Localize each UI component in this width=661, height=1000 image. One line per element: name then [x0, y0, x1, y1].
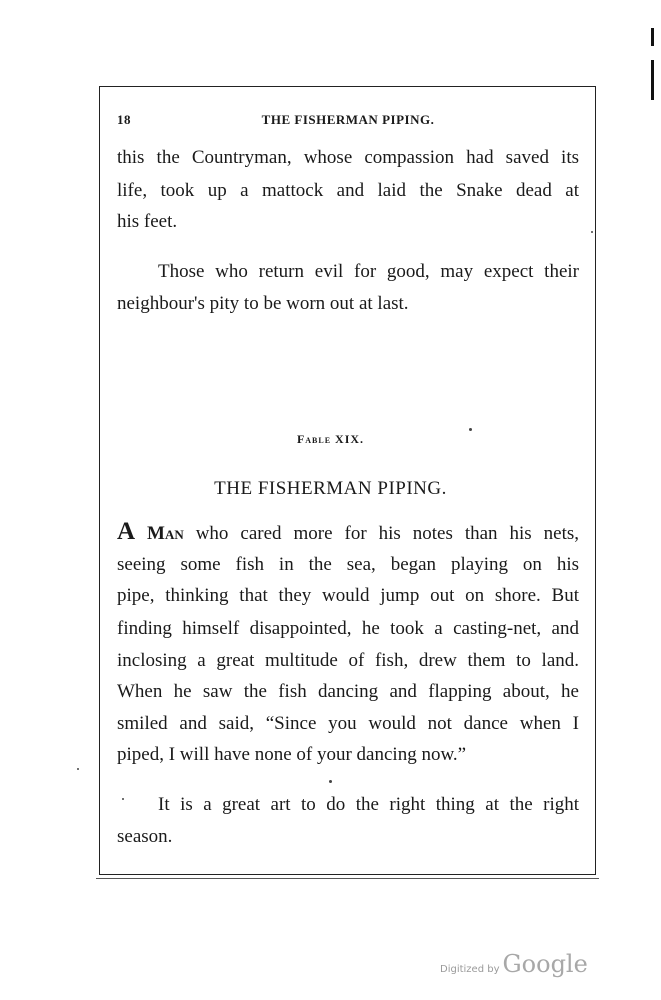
previous-fable-line-3: his feet. — [117, 211, 178, 232]
ink-speck — [77, 768, 79, 770]
fable-number-label — [0, 432, 661, 447]
previous-fable-line-2: life, took up a mattock and laid the Snake dead at — [117, 180, 579, 201]
previous-moral-line-1: Those who return evil for good, may expect their — [158, 261, 579, 282]
digitization-credit — [440, 950, 588, 980]
fable-title: THE FISHERMAN PIPING. — [214, 478, 447, 499]
fable-line-4: finding himself disappointed, he took a casting-net, and — [117, 618, 579, 639]
previous-moral-line-2: neighbour's pity to be worn out at last. — [117, 293, 409, 314]
fable-line-1 — [117, 517, 579, 547]
page-number: 18 — [117, 112, 131, 127]
previous-fable-line-1: this the Countryman, whose compassion had saved its — [117, 147, 579, 168]
ink-speck — [122, 798, 124, 800]
ink-speck — [469, 428, 472, 431]
page-header — [117, 112, 579, 132]
credit-brand-wordmark: Google — [502, 950, 588, 978]
page-border-bottom-rule — [96, 878, 599, 879]
fable-number-text: Fable XIX. — [296, 432, 365, 446]
fable-line-5: inclosing a great multitude of fish, drew them to land. — [117, 650, 579, 671]
running-title: THE FISHERMAN PIPING. — [261, 112, 435, 127]
fable-line-3: pipe, thinking that they would jump out on shore. But — [117, 585, 579, 606]
first-line-rest: who cared more for his notes than his nets, — [183, 523, 580, 544]
right-edge-mark-bottom — [651, 60, 654, 100]
drop-cap-letter: A — [117, 518, 136, 545]
ink-speck — [591, 231, 593, 233]
credit-prefix: Digitized by — [440, 964, 500, 975]
ink-speck — [329, 780, 332, 783]
fable-moral-line-2: season. — [117, 826, 173, 847]
fable-line-2: seeing some fish in the sea, began playing on his — [117, 554, 579, 575]
fable-moral-line-1: It is a great art to do the right thing at the right — [158, 794, 579, 815]
fable-line-8: piped, I will have none of your dancing now.” — [117, 744, 467, 765]
fable-line-7: smiled and said, “Since you would not dance when I — [117, 713, 579, 734]
fable-line-6: When he saw the fish dancing and flapping about, he — [117, 681, 579, 702]
first-word-small-caps: Man — [147, 523, 184, 544]
right-edge-mark-top — [651, 28, 654, 46]
